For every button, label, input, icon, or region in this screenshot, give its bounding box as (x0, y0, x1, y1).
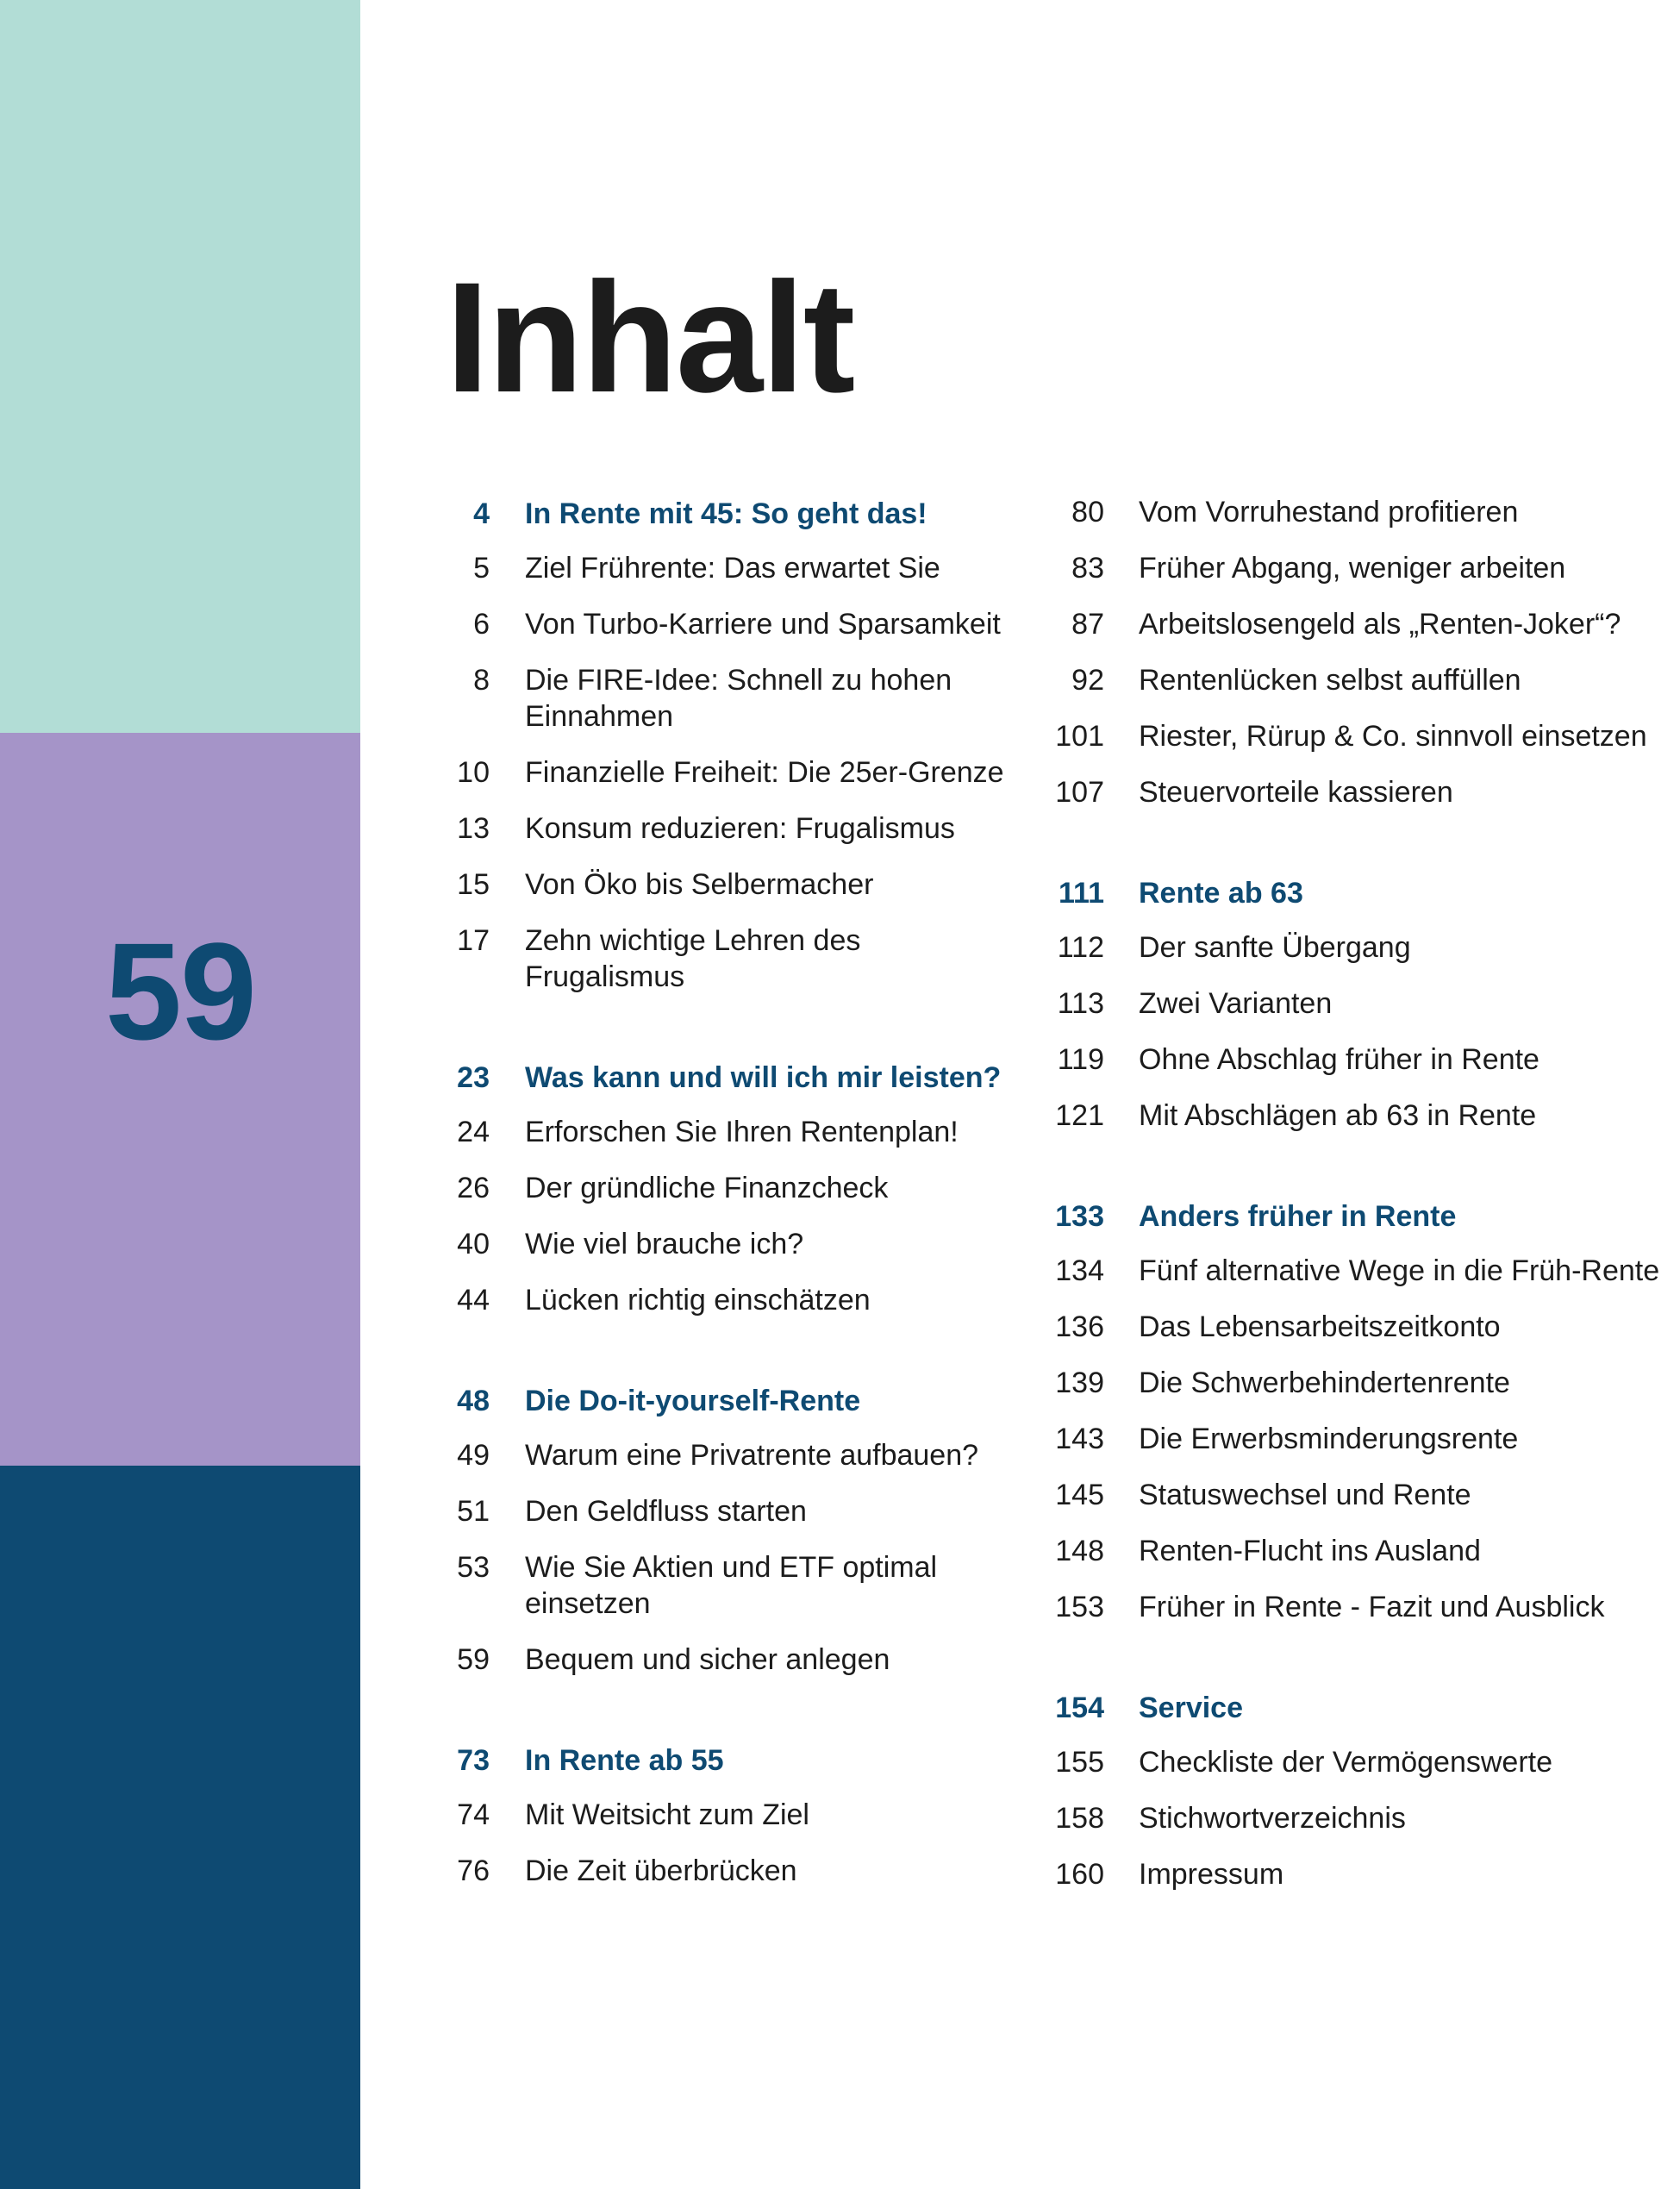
toc-title: Früher Abgang, weniger arbeiten (1139, 552, 1566, 585)
sidebar-band-bottom (0, 1466, 360, 2189)
toc-entry[interactable] (431, 866, 1017, 903)
toc-title: Die FIRE-Idee: Schnell zu hohen Einnahmen (525, 664, 952, 733)
toc-title: Was kann und will ich mir leisten? (525, 1061, 1002, 1094)
toc-title: Rente ab 63 (1139, 877, 1303, 910)
sidebar-band-top (0, 0, 360, 733)
toc-page-number: 17 (457, 924, 490, 957)
toc-entry[interactable] (1044, 1309, 1664, 1345)
toc-title: Der sanfte Übergang (1139, 931, 1411, 964)
toc-page-number: 26 (457, 1172, 490, 1204)
toc-page-number: 51 (457, 1495, 490, 1528)
toc-title: Zwei Varianten (1139, 987, 1333, 1020)
toc-page-number: 92 (1071, 664, 1104, 697)
toc-title: Die Do-it-yourself-Rente (525, 1385, 861, 1417)
toc-entry[interactable] (431, 606, 1017, 642)
toc-title: Die Zeit überbrücken (525, 1854, 797, 1887)
toc-title: Arbeitslosengeld als „Renten-Joker“? (1139, 608, 1621, 641)
toc-page-number: 23 (457, 1061, 490, 1094)
toc-page-number: 24 (457, 1116, 490, 1148)
page-title: Inhalt (446, 249, 854, 425)
toc-page-number: 139 (1055, 1367, 1104, 1399)
toc-page-number: 145 (1055, 1479, 1104, 1511)
toc-chapter[interactable] (431, 1741, 1017, 1781)
toc-entry[interactable] (1044, 662, 1664, 698)
toc-title: Riester, Rürup & Co. sinnvoll einsetzen (1139, 720, 1647, 753)
toc-title: Checkliste der Vermögenswerte (1139, 1746, 1553, 1779)
toc-page-number: 15 (457, 868, 490, 901)
toc-page-number: 73 (457, 1744, 490, 1777)
toc-entry[interactable] (1044, 1098, 1664, 1134)
toc-title: Vom Vorruhestand profitieren (1139, 496, 1519, 528)
toc-chapter[interactable] (1044, 873, 1664, 914)
toc-title: Fünf alternative Wege in die Früh-Rente (1139, 1254, 1660, 1287)
toc-entry[interactable] (1044, 1800, 1664, 1836)
toc-page-number: 10 (457, 756, 490, 789)
toc-entry[interactable] (1044, 1533, 1664, 1569)
toc-title: Steuervorteile kassieren (1139, 776, 1453, 809)
toc-page-number: 121 (1055, 1099, 1104, 1132)
toc-title: Bequem und sicher anlegen (525, 1643, 890, 1676)
toc-title: Anders früher in Rente (1139, 1200, 1457, 1233)
toc-page-number: 6 (473, 608, 490, 641)
toc-entry[interactable] (1044, 1856, 1664, 1892)
toc-entry[interactable] (431, 1226, 1017, 1262)
toc-title: Renten-Flucht ins Ausland (1139, 1535, 1481, 1567)
toc-title: Ziel Frührente: Das erwartet Sie (525, 552, 940, 585)
toc-page-number: 59 (457, 1643, 490, 1676)
toc-title: Konsum reduzieren: Frugalismus (525, 812, 955, 845)
toc-page-number: 107 (1055, 776, 1104, 809)
toc-entry[interactable] (1044, 718, 1664, 754)
toc-chapter[interactable] (1044, 1688, 1664, 1729)
toc-title: Wie viel brauche ich? (525, 1228, 804, 1260)
toc-entry[interactable] (431, 923, 1017, 995)
toc-title: Statuswechsel und Rente (1139, 1479, 1471, 1511)
toc-page-number: 143 (1055, 1423, 1104, 1455)
toc-page-number: 87 (1071, 608, 1104, 641)
toc-title: Mit Weitsicht zum Ziel (525, 1798, 809, 1831)
toc-entry[interactable] (1044, 774, 1664, 810)
toc-page-number: 111 (1059, 877, 1104, 910)
page-number: 59 (105, 914, 255, 1068)
toc-entry[interactable] (431, 550, 1017, 586)
toc-page-number: 119 (1057, 1043, 1104, 1076)
toc-title: In Rente ab 55 (525, 1744, 724, 1777)
toc-chapter[interactable] (1044, 1197, 1664, 1237)
toc-title: Den Geldfluss starten (525, 1495, 807, 1528)
toc-entry[interactable] (431, 1437, 1017, 1473)
toc-title: Lücken richtig einschätzen (525, 1284, 871, 1317)
toc-page-number: 48 (457, 1385, 490, 1417)
toc-entry[interactable] (1044, 1477, 1664, 1513)
toc-title: Die Schwerbehindertenrente (1139, 1367, 1510, 1399)
toc-entry[interactable] (1044, 985, 1664, 1022)
toc-entry[interactable] (1044, 929, 1664, 966)
toc-entry[interactable] (431, 1282, 1017, 1318)
toc-entry[interactable] (431, 662, 1017, 735)
toc-page-number: 53 (457, 1551, 490, 1584)
toc-page-number: 133 (1055, 1200, 1104, 1233)
toc-page-number: 80 (1071, 496, 1104, 528)
toc-page-number: 40 (457, 1228, 490, 1260)
toc-chapter[interactable] (431, 1058, 1017, 1098)
toc-title: Impressum (1139, 1858, 1284, 1891)
toc-title: Stichwortverzeichnis (1139, 1802, 1406, 1835)
toc-title: Das Lebensarbeitszeitkonto (1139, 1310, 1501, 1343)
toc-entry[interactable] (1044, 606, 1664, 642)
toc-chapter[interactable] (431, 1381, 1017, 1422)
toc-page-number: 154 (1055, 1692, 1104, 1724)
toc-column-right (1044, 494, 1664, 1912)
toc-page-number: 148 (1055, 1535, 1104, 1567)
toc-title: Die Erwerbsminderungsrente (1139, 1423, 1519, 1455)
toc-title: Von Öko bis Selbermacher (525, 868, 874, 901)
toc-chapter[interactable] (431, 494, 1017, 535)
toc-page-number: 136 (1055, 1310, 1104, 1343)
toc-title: Von Turbo-Karriere und Sparsamkeit (525, 608, 1001, 641)
toc-title: Warum eine Privatrente aufbauen? (525, 1439, 979, 1472)
toc-entry[interactable] (1044, 1365, 1664, 1401)
toc-entry[interactable] (1044, 1744, 1664, 1780)
toc-page-number: 134 (1055, 1254, 1104, 1287)
toc-page-number: 160 (1055, 1858, 1104, 1891)
toc-page-number: 158 (1055, 1802, 1104, 1835)
toc-title: Ohne Abschlag früher in Rente (1139, 1043, 1539, 1076)
toc-page-number: 76 (457, 1854, 490, 1887)
toc-entry[interactable] (431, 1549, 1017, 1622)
toc-title: Der gründliche Finanzcheck (525, 1172, 889, 1204)
toc-entry[interactable] (1044, 1589, 1664, 1625)
toc-page-number: 113 (1057, 987, 1104, 1020)
toc-page-number: 74 (457, 1798, 490, 1831)
toc-page-number: 83 (1071, 552, 1104, 585)
toc-column-left (431, 494, 1017, 1909)
toc-page-number: 8 (473, 664, 490, 697)
toc-page-number: 155 (1055, 1746, 1104, 1779)
toc-entry[interactable] (1044, 494, 1664, 530)
toc-entry[interactable] (431, 1114, 1017, 1150)
toc-page-number: 112 (1057, 931, 1104, 964)
toc-page-number: 4 (473, 497, 490, 530)
toc-page-number: 49 (457, 1439, 490, 1472)
toc-entry[interactable] (431, 1170, 1017, 1206)
toc-entry[interactable] (431, 1797, 1017, 1833)
toc-title: Erforschen Sie Ihren Rentenplan! (525, 1116, 959, 1148)
toc-entry[interactable] (431, 754, 1017, 791)
toc-entry[interactable] (431, 1493, 1017, 1529)
toc-entry[interactable] (1044, 1041, 1664, 1078)
toc-title: Zehn wichtige Lehren des Frugalismus (525, 924, 861, 993)
toc-title: Service (1139, 1692, 1243, 1724)
toc-page-number: 44 (457, 1284, 490, 1317)
sidebar-band-middle (0, 733, 360, 1466)
toc-entry[interactable] (431, 810, 1017, 847)
toc-page-number: 101 (1055, 720, 1104, 753)
toc-entry[interactable] (1044, 1421, 1664, 1457)
toc-title: Früher in Rente - Fazit und Ausblick (1139, 1591, 1605, 1623)
toc-entry[interactable] (1044, 550, 1664, 586)
toc-entry[interactable] (431, 1642, 1017, 1678)
toc-title: Wie Sie Aktien und ETF optimal einsetzen (525, 1551, 938, 1620)
toc-title: Rentenlücken selbst auffüllen (1139, 664, 1521, 697)
toc-page-number: 5 (473, 552, 490, 585)
toc-entry[interactable] (1044, 1253, 1664, 1289)
toc-entry[interactable] (431, 1853, 1017, 1889)
toc-page-number: 13 (457, 812, 490, 845)
toc-title: Finanzielle Freiheit: Die 25er-Grenze (525, 756, 1004, 789)
toc-title: In Rente mit 45: So geht das! (525, 497, 927, 530)
toc-page-number: 153 (1055, 1591, 1104, 1623)
toc-title: Mit Abschlägen ab 63 in Rente (1139, 1099, 1537, 1132)
